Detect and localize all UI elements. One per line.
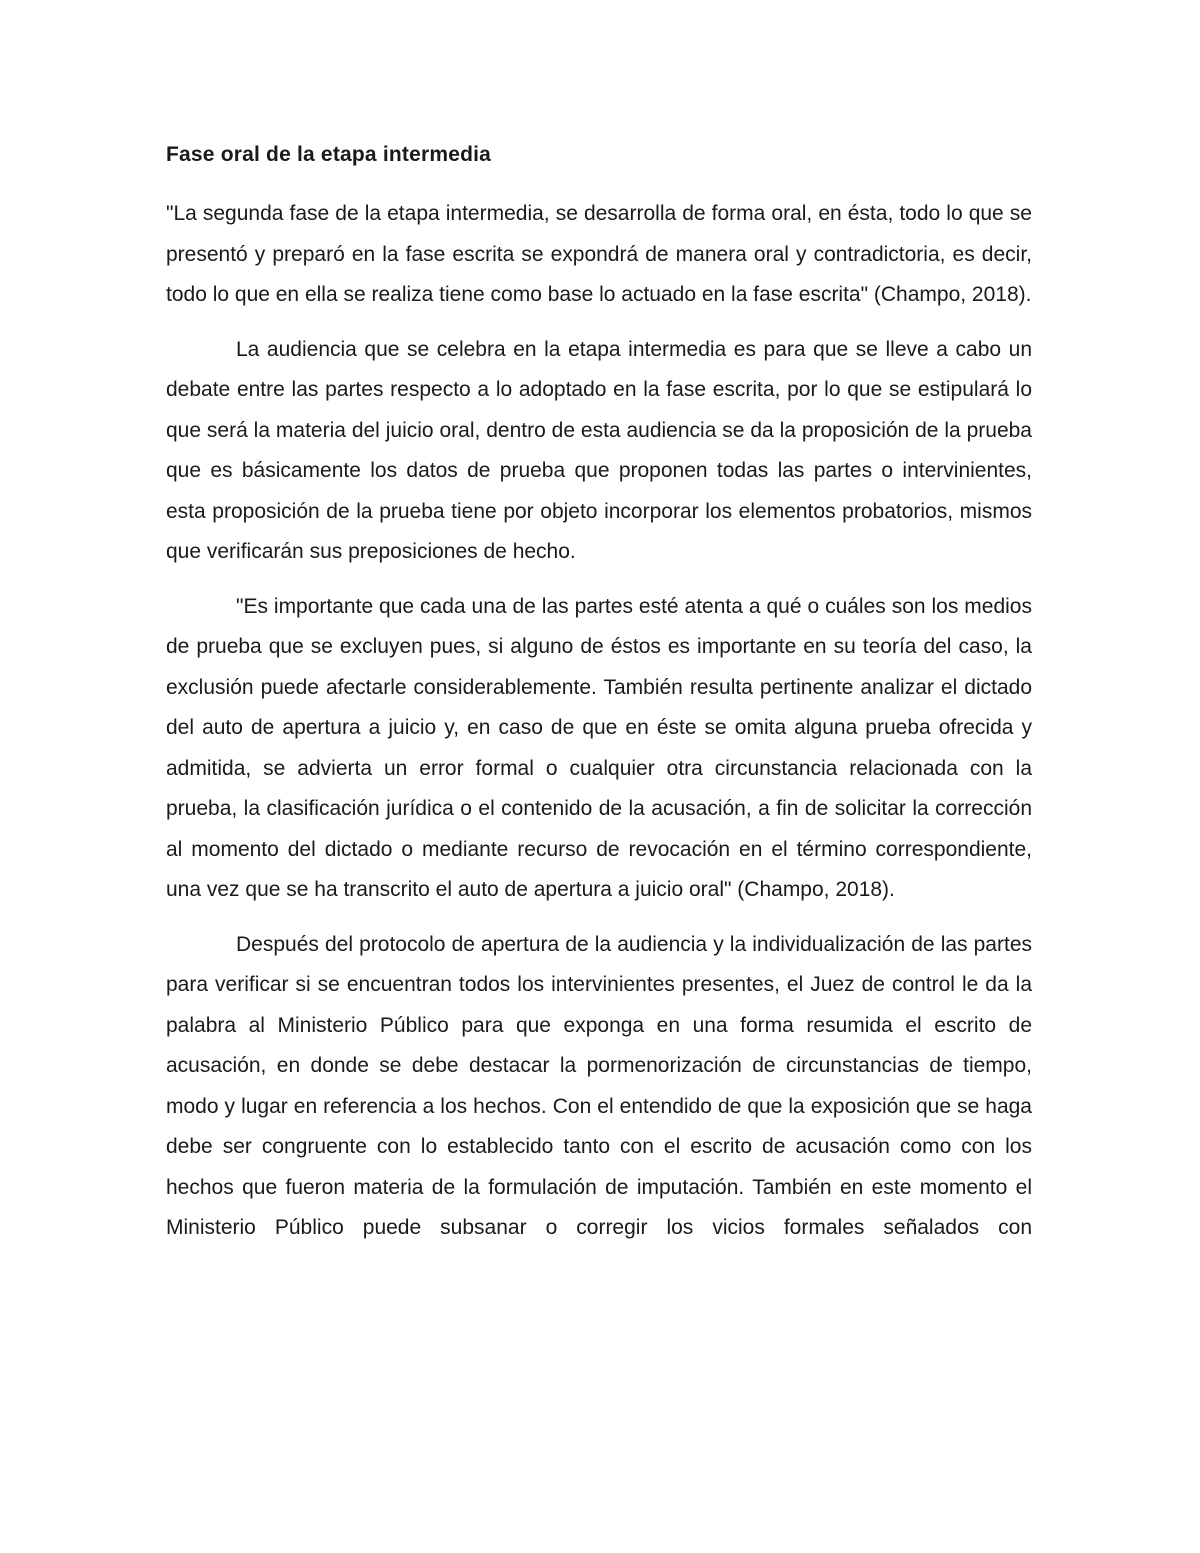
paragraph-3: "Es importante que cada una de las partes esté atenta a qué o cuáles son los medios de prueba que se excluyen pues, si alguno de éstos es importante en su teoría del caso, la exclusión puede afectarle considerablemente. También resulta pertinente analizar el dictado del auto de apertura a juicio y, en caso de que en éste se omita alguna prueba ofrecida y admitida, se advierta un error formal o cualquier otra circunstancia relacionada con la prueba, la clasificación jurídica o el contenido de la acusación, a fin de solicitar la corrección al momento del dictado o mediante recurso de revocación en el término correspondiente, una vez que se ha transcrito el auto de apertura a juicio oral" (Champo, 2018). <box>166 594 1032 901</box>
paragraph-4: Después del protocolo de apertura de la audiencia y la individualización de las partes para verificar si se encuentran todos los intervinientes presentes, el Juez de control le da la palabra al Ministerio Público para que exponga en una forma resumida el escrito de acusación, en donde se debe destacar la pormenorización de circunstancias de tiempo, modo y lugar en referencia a los hechos. Con el entendido de que la exposición que se haga debe ser congruente con lo establecido tanto con el escrito de acusación como con los hechos que fueron materia de la formulación de imputación. También en este momento el Ministerio Público puede subsanar o corregir los vicios formales señalados con <box>166 932 1032 1239</box>
paragraph-1: "La segunda fase de la etapa intermedia, se desarrolla de forma oral, en ésta, todo lo que se presentó y preparó en la fase escrita se expondrá de manera oral y contradictoria, es decir, todo lo que en ella se realiza tiene como base lo actuado en la fase escrita" (Champo, 2018). <box>166 202 1032 306</box>
document-body <box>166 140 1032 1249</box>
paragraph-2: La audiencia que se celebra en la etapa intermedia es para que se lleve a cabo un debate entre las partes respecto a lo adoptado en la fase escrita, por lo que se estipulará lo que será la materia del juicio oral, dentro de esta audiencia se da la proposición de la prueba que es básicamente los datos de prueba que proponen todas las partes o intervinientes, esta proposición de la prueba tiene por objeto incorporar los elementos probatorios, mismos que verificarán sus preposiciones de hecho. <box>166 337 1032 563</box>
section-heading: Fase oral de la etapa intermedia <box>166 143 492 166</box>
